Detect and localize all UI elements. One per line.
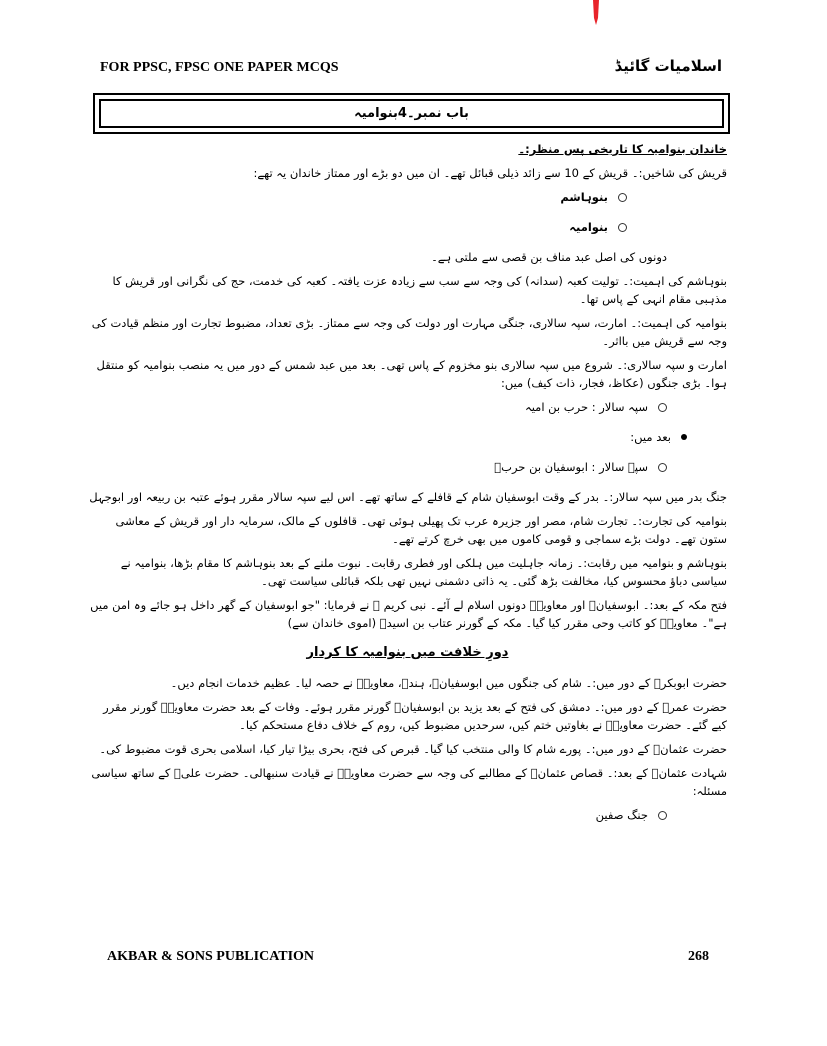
list-item-text: بنوامیہ: [569, 220, 608, 234]
paragraph-banu-umayya-importance: بنوامیہ کی اہمیت:۔ امارت، سپہ سالاری، جنگی مہارت اور دولت کی وجہ سے ممتاز۔ بڑی تعداد، مضبوط تجارت اور منظم قیادت کی وجہ سے قریش میں بااثر۔: [91, 316, 727, 348]
paragraph-quraish-branches: قریش کی شاخیں:۔ قریش کے 10 سے زائد ذیلی قبائل تھے۔ ان میں دو بڑے اور ممتاز خاندان یہ تھے:: [253, 166, 727, 180]
chapter-title: باب نمبر۔4بنوامیہ: [99, 99, 724, 128]
paragraph-umar-era: حضرت عمرؓ کے دور میں:۔ دمشق کی فتح کے بعد یزید بن ابوسفیانؓ گورنر مقرر ہوئے۔ وفات کے بعد حضرت معاویہؓ گورنر مقرر کیے گئے۔ حضرت معاویہؓ نے بغاوتیں ختم کیں، سرحدیں مضبوط کیں، روم کے خلاف دفاع مستحکم کیا۔: [103, 700, 727, 732]
list-item-text: بنوہاشم: [560, 190, 608, 204]
solid-bullet-icon: [681, 434, 687, 440]
list-item: [88, 188, 627, 206]
page-number: 268: [688, 949, 709, 964]
list-item-text: سپہ سالار : حرب بن امیہ: [524, 400, 648, 414]
paragraph-uthman-era: حضرت عثمانؓ کے دور میں:۔ پورے شام کا والی منتخب کیا گیا۔ قبرص کی فتح، بحری بیڑا تیار کیا، اسلامی بحری قوت مضبوط کی۔: [99, 742, 727, 756]
list-item: [88, 218, 627, 236]
section-title: دورِ خلافت میں بنوامیہ کا کردار: [306, 645, 509, 660]
paragraph-badr: جنگ بدر میں سپہ سالار:۔ بدر کے وقت ابوسفیان شام کے قافلے کے ساتھ تھے۔ اس لیے سپہ سالار مقرر ہوئے عتبہ بن ربیعہ اور ابوجہل: [89, 490, 727, 504]
paragraph-rivalry: بنوہاشم و بنوامیہ میں رقابت:۔ زمانہ جاہلیت میں ہلکی اور فطری رقابت۔ نبوت ملنے کے بعد بنوہاشم کا مقام بڑھا، بنوامیہ نے سیاسی دباؤ محسوس کیا، مخالفت بڑھ گئی۔ یہ ذاتی دشمنی نہیں تھی بلکہ قبائلی سیاست تھی۔: [120, 556, 727, 588]
list-item-text: سپہ سالار : ابوسفیان بن حربؓ: [494, 460, 648, 474]
list-item: [88, 398, 667, 416]
paragraph-leadership: امارت و سپہ سالاری:۔ شروع میں سپہ سالاری بنو مخزوم کے پاس تھی۔ بعد میں عبد شمس کے دور میں یہ منصب بنوامیہ کو منتقل ہوا۔ بڑی جنگوں (عکاظ، فجار، ذات کیف) میں:: [96, 358, 727, 390]
circle-bullet-icon: [618, 193, 627, 202]
list-item: [88, 806, 667, 824]
paragraph-abu-bakr-era: حضرت ابوبکرؓ کے دور میں:۔ شام کی جنگوں میں ابوسفیانؓ، ہندؓ، معاویہؓ نے حصہ لیا۔ عظیم خدمات انجام دیں۔: [170, 676, 727, 690]
circle-bullet-icon: [618, 223, 627, 232]
paragraph-conquest-makkah: فتح مکہ کے بعد:۔ ابوسفیانؓ اور معاویہؓ دونوں اسلام لے آئے۔ نبی کریم ﷺ نے فرمایا: "جو ابوسفیان کے گھر داخل ہو جائے وہ امن میں ہے"۔ معاویہؓ کو کاتب وحی مقرر کیا گیا۔ مکہ کے گورنر عتاب بن اسیدؓ (اموی خاندان سے): [90, 598, 727, 630]
header-title-left: FOR PPSC, FPSC ONE PAPER MCQS: [100, 60, 339, 75]
paragraph-trade: بنوامیہ کی تجارت:۔ تجارت شام، مصر اور جزیرہ عرب تک پھیلی ہوئی تھی۔ قافلوں کے مالک، سرمایہ دار اور قریش کے معاشی ستون تھے۔ دولت بڑے سماجی و قومی کاموں میں بھی خرچ کرتے تھے۔: [115, 514, 727, 546]
header-title-right: اسلامیات گائیڈ: [614, 57, 722, 75]
chapter-title-box: [93, 93, 730, 134]
paragraph-common-origin: دونوں کی اصل عبد مناف بن قصی سے ملتی ہے۔: [431, 250, 667, 264]
footer-publisher: AKBAR & SONS PUBLICATION: [107, 949, 315, 964]
paragraph-after-martyrdom: شہادت عثمانؓ کے بعد:۔ قصاص عثمانؓ کے مطالبے کی وجہ سے حضرت معاویہؓ نے قیادت سنبھالی۔ حضرت علیؓ کے ساتھ سیاسی مسئلہ:: [91, 766, 727, 798]
circle-bullet-icon: [658, 811, 667, 820]
list-item-text: جنگ صفین: [595, 808, 648, 822]
paragraph-banu-hashim-importance: بنوہاشم کی اہمیت:۔ تولیت کعبہ (سدانہ) کی وجہ سے سب سے زیادہ عزت یافتہ۔ کعبہ کی خدمت، حج کی نگرانی اور قریش کا مذہبی مقام انہی کے پاس تھا۔: [112, 274, 727, 306]
list-item: [88, 458, 667, 476]
list-item-text: بعد میں:: [630, 430, 671, 444]
list-item: [88, 428, 687, 446]
circle-bullet-icon: [658, 403, 667, 412]
circle-bullet-icon: [658, 463, 667, 472]
heading-history: خاندان بنوامیہ کا تاریخی پس منظر:۔: [518, 142, 727, 156]
red-pen-mark: [589, 0, 603, 26]
document-body: [88, 140, 727, 836]
